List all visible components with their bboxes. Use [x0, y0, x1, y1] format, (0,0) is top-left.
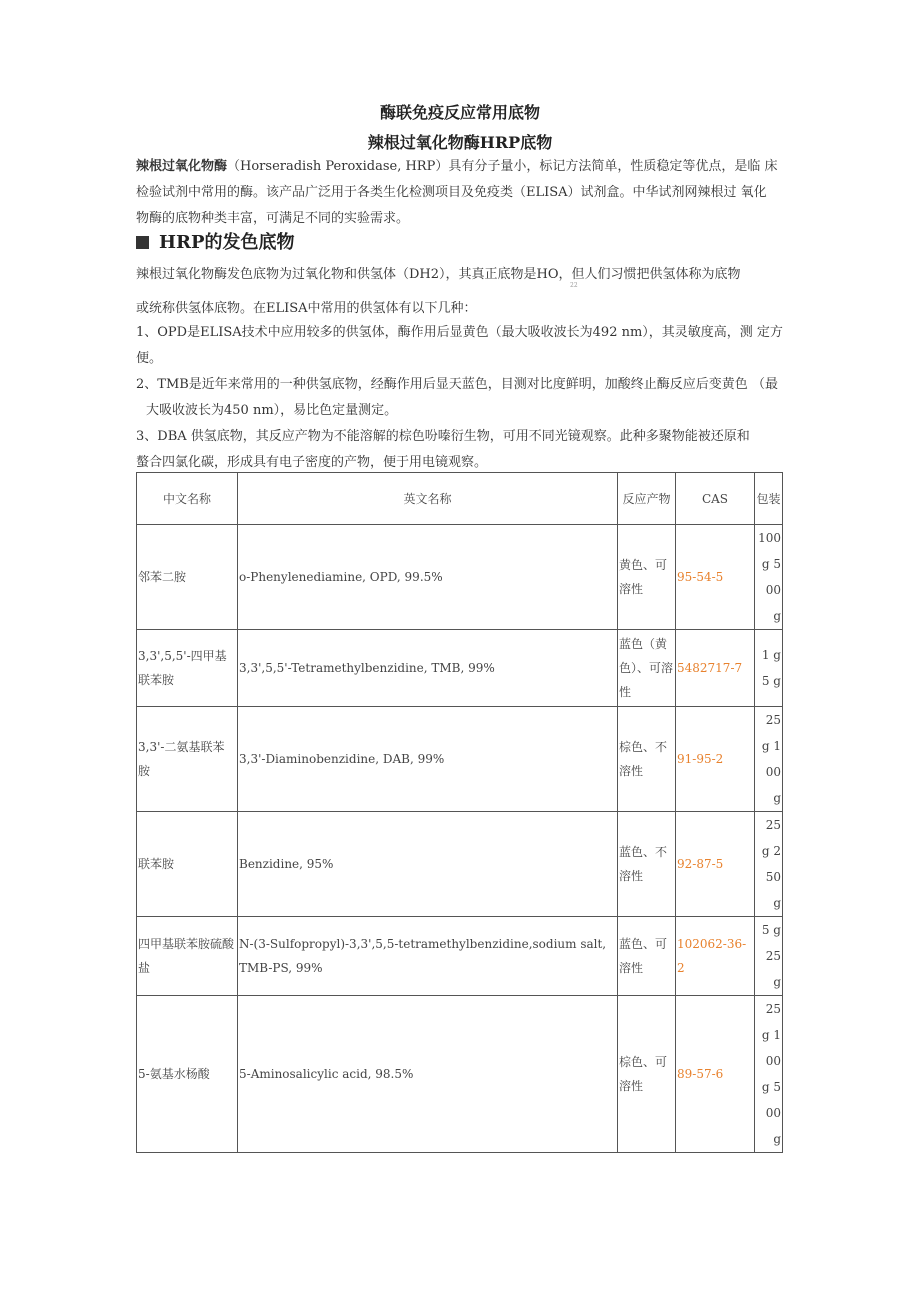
item-2-line-2: 大吸收波长为450 nm），易比色定量测定。: [146, 403, 398, 418]
document-title: 酶联免疫反应常用底物: [379, 103, 540, 122]
header-product: 反应产物: [618, 473, 676, 525]
cell-cas: 89-57-6: [676, 996, 755, 1153]
cell-pack: 1 g 5 g: [755, 630, 783, 707]
item-1-line-1: 1、OPD是ELISA技术中应用较多的供氢体，酶作用后显黄色（最大吸收波长为492 nm），其灵敏度高，测 定方: [136, 325, 783, 340]
cell-en-name: o-Phenylenediamine, OPD, 99.5%: [238, 525, 618, 630]
item-1-line-2: 便。: [136, 351, 163, 366]
document-subtitle: 辣根过氧化物酶HRP底物: [367, 133, 553, 152]
header-en-name: 英文名称: [238, 473, 618, 525]
table-row: [137, 525, 783, 630]
cell-cas: 5482717-7: [676, 630, 755, 707]
table-row: [137, 996, 783, 1153]
cell-product: 棕色、不溶性: [618, 707, 676, 812]
cell-cas: 95-54-5: [676, 525, 755, 630]
table-row: [137, 917, 783, 996]
cell-pack: 25 g 100 g: [755, 707, 783, 812]
cell-pack: 25 g 100 g 500 g: [755, 996, 783, 1153]
substrate-table: [136, 472, 783, 1153]
intro-line-1: [136, 154, 786, 180]
cell-pack: 25 g 250 g: [755, 812, 783, 917]
section-heading: [136, 228, 295, 254]
item-3-line-1: 3、DBA 供氢底物，其反应产物为不能溶解的棕色吩嗪衍生物，可用不同光镜观察。此种多聚物能被还原和: [136, 429, 750, 444]
table-row: [137, 707, 783, 812]
para-2: 或统称供氢体底物。在ELISA中常用的供氢体有以下几种：: [136, 301, 477, 316]
cell-cn-name: 联苯胺: [137, 812, 238, 917]
cell-cas: 91-95-2: [676, 707, 755, 812]
cell-product: 蓝色（黄色）、可溶性: [618, 630, 676, 707]
cell-en-name: 3,3'-Diaminobenzidine, DAB, 99%: [238, 707, 618, 812]
subscript-note: 22: [570, 282, 578, 289]
cell-cn-name: 四甲基联苯胺硫酸盐: [137, 917, 238, 996]
cell-cn-name: 邻苯二胺: [137, 525, 238, 630]
cell-en-name: 5-Aminosalicylic acid, 98.5%: [238, 996, 618, 1153]
header-pack: 包装: [755, 473, 783, 525]
cell-product: 黄色、可溶性: [618, 525, 676, 630]
cell-cn-name: 5-氨基水杨酸: [137, 996, 238, 1153]
cell-product: 棕色、可溶性: [618, 996, 676, 1153]
cell-en-name: 3,3',5,5'-Tetramethylbenzidine, TMB, 99%: [238, 630, 618, 707]
section-heading-text: HRP的发色底物: [159, 232, 295, 253]
header-cn-name: 中文名称: [137, 473, 238, 525]
cell-cn-name: 3,3',5,5'-四甲基联苯胺: [137, 630, 238, 707]
cell-product: 蓝色、不溶性: [618, 812, 676, 917]
cell-cn-name: 3,3'-二氨基联苯胺: [137, 707, 238, 812]
cell-product: 蓝色、可溶性: [618, 917, 676, 996]
table-header-row: [137, 473, 783, 525]
cell-cas: 92-87-5: [676, 812, 755, 917]
square-bullet-icon: [136, 236, 149, 249]
para-1: 辣根过氧化物酶发色底物为过氧化物和供氢体（DH2），其真正底物是HO，但人们习惯把供氢体称为底物: [136, 267, 741, 282]
cell-cas: 102062-36-2: [676, 917, 755, 996]
item-2-line-1: 2、TMB是近年来常用的一种供氢底物，经酶作用后显天蓝色，目测对比度鲜明，加酸终止酶反应后变黄色 （最: [136, 377, 778, 392]
header-cas: CAS: [676, 473, 755, 525]
intro-text-1: （Horseradish Peroxidase, HRP）具有分子量小，标记方法简单，性质稳定等优点，是临 床: [227, 159, 778, 174]
cell-pack: 100 g 500 g: [755, 525, 783, 630]
table-row: [137, 812, 783, 917]
intro-line-2: 检验试剂中常用的酶。该产品广泛用于各类生化检测项目及免疫类（ELISA）试剂盒。中华试剂网辣根过 氧化: [136, 185, 767, 200]
item-3-line-2: 螯合四氯化碳，形成具有电子密度的产物，便于用电镜观察。: [136, 455, 488, 470]
cell-pack: 5 g 25 g: [755, 917, 783, 996]
cell-en-name: N-(3-Sulfopropyl)-3,3',5,5-tetramethylbenzidine,sodium salt, TMB-PS, 99%: [238, 917, 618, 996]
intro-line-3: 物酶的底物种类丰富，可满足不同的实验需求。: [136, 211, 410, 226]
table-row: [137, 630, 783, 707]
intro-bold: 辣根过氧化物酶: [136, 159, 228, 174]
cell-en-name: Benzidine, 95%: [238, 812, 618, 917]
